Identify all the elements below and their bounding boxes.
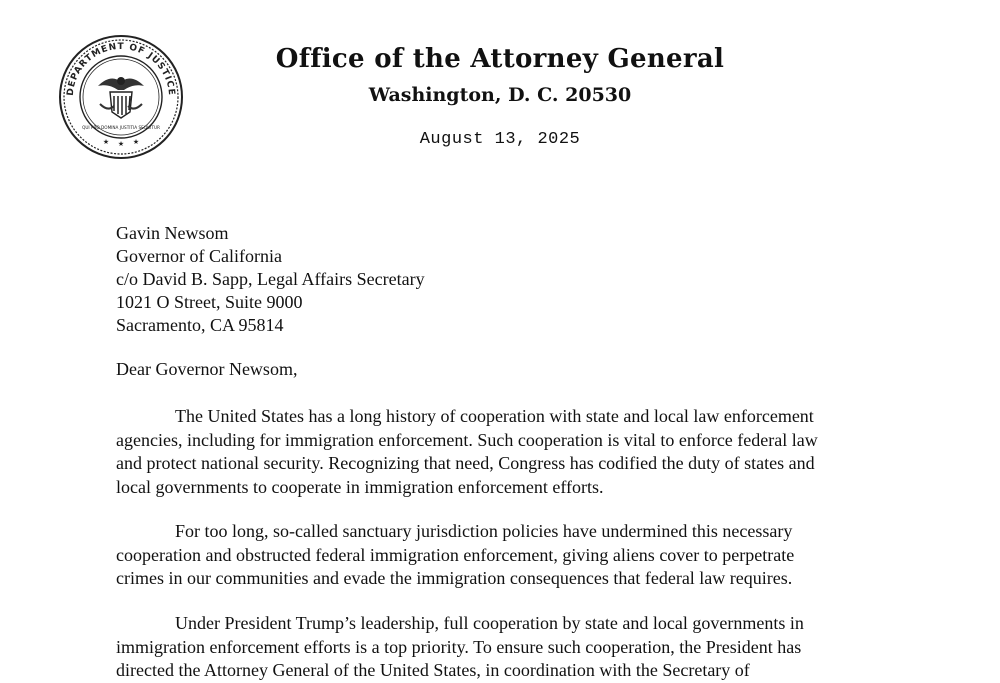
paragraph-line: cooperation and obstructed federal immigration enforcement, giving aliens cover to perpetrate: [116, 544, 795, 565]
paragraph-line: directed the Attorney General of the United States, in coordination with the Secretary of: [116, 660, 750, 680]
recipient-care-of: c/o David B. Sapp, Legal Affairs Secretary: [116, 269, 425, 289]
paragraph-line: Under President Trump’s leadership, full cooperation by state and local governments in: [175, 613, 804, 633]
letterhead-title: Office of the Attorney General: [275, 44, 725, 74]
recipient-city: Sacramento, CA 95814: [116, 315, 284, 335]
recipient-address: [116, 222, 425, 337]
paragraph-line: crimes in our communities and evade the immigration consequences that federal law requires.: [116, 568, 793, 588]
letterhead-subtitle: Washington, D. C. 20530: [368, 84, 632, 106]
paragraph-line: For too long, so-called sanctuary jurisdiction policies have undermined this necessary: [175, 521, 793, 541]
svg-text:★: ★: [132, 138, 140, 146]
recipient-name: Gavin Newsom: [116, 223, 229, 243]
svg-text:★: ★: [117, 140, 125, 148]
salutation: Dear Governor Newsom,: [116, 359, 298, 379]
paragraph-line: agencies, including for immigration enforcement. Such cooperation is vital to enforce federal law: [116, 429, 818, 450]
recipient-street: 1021 O Street, Suite 9000: [116, 292, 303, 312]
paragraph-line: immigration enforcement efforts is a top priority. To ensure such cooperation, the President has: [116, 636, 802, 657]
body-paragraph-1: [116, 405, 896, 499]
paragraph-line: local governments to cooperate in immigration enforcement efforts.: [116, 476, 604, 497]
letter-date: August 13, 2025: [419, 130, 581, 149]
paragraph-line: The United States has a long history of cooperation with state and local law enforcement: [175, 406, 814, 426]
body-paragraph-2: [116, 520, 896, 591]
svg-text:DEPARTMENT OF JUSTICE: DEPARTMENT OF JUSTICE: [65, 41, 177, 97]
svg-text:★: ★: [102, 138, 110, 146]
paragraph-line: and protect national security. Recognizing that need, Congress has codified the duty of states and: [116, 453, 815, 473]
body-paragraph-3: [116, 612, 896, 683]
svg-text:QUI PRO DOMINA JUSTITIA SEQUIT: QUI PRO DOMINA JUSTITIA SEQUITUR: [82, 125, 160, 130]
recipient-title: Governor of California: [116, 246, 282, 266]
